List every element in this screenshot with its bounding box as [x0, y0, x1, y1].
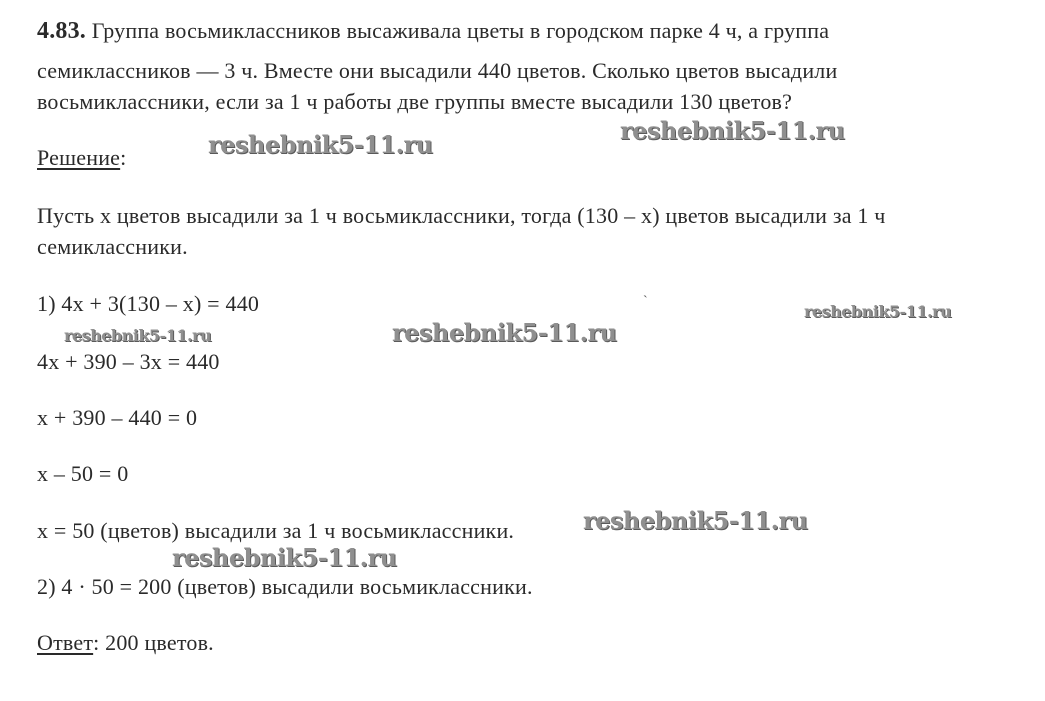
watermark: reshebnik5-11.ru [172, 543, 397, 572]
solution-intro-1: Пусть x цветов высадили за 1 ч восьмиклассники, тогда (130 – x) цветов высадили за 1 ч [37, 203, 886, 228]
watermark: reshebnik5-11.ru [804, 302, 952, 321]
problem-number: 4.83. [37, 18, 86, 44]
solution-intro-2: семиклассники. [37, 234, 188, 259]
equation-5: x = 50 (цветов) высадили за 1 ч восьмиклассники. [37, 518, 515, 543]
watermark: reshebnik5-11.ru [583, 506, 808, 535]
solution-heading-label: Решение [37, 145, 121, 170]
solution-heading-colon: : [120, 145, 127, 170]
problem-line-3: восьмиклассники, если за 1 ч работы две группы вместе высадили 130 цветов? [37, 89, 793, 114]
answer-text: : 200 цветов. [93, 630, 214, 655]
answer-line [37, 630, 214, 656]
step-1: 1) 4x + 3(130 – x) = 440 [37, 291, 260, 316]
watermark: reshebnik5-11.ru [392, 318, 617, 347]
equation-3: x + 390 – 440 = 0 [37, 405, 198, 430]
step-2: 2) 4 · 50 = 200 (цветов) высадили восьмиклассники. [37, 574, 533, 599]
problem-line-2: семиклассников — 3 ч. Вместе они высадили 440 цветов. Сколько цветов высадили [37, 58, 838, 83]
equation-4: x – 50 = 0 [37, 461, 129, 486]
answer-label: Ответ [37, 630, 94, 655]
solution-heading [37, 145, 126, 171]
equation-2: 4x + 390 – 3x = 440 [37, 349, 220, 374]
watermark: reshebnik5-11.ru [620, 116, 845, 145]
watermark: reshebnik5-11.ru [64, 326, 212, 345]
problem-text-1: Группа восьмиклассников высаживала цветы в городском парке 4 ч, а группа [86, 18, 830, 43]
watermark: reshebnik5-11.ru [208, 130, 433, 159]
scan-speck: ` [643, 294, 648, 309]
problem-line-1 [37, 18, 829, 44]
